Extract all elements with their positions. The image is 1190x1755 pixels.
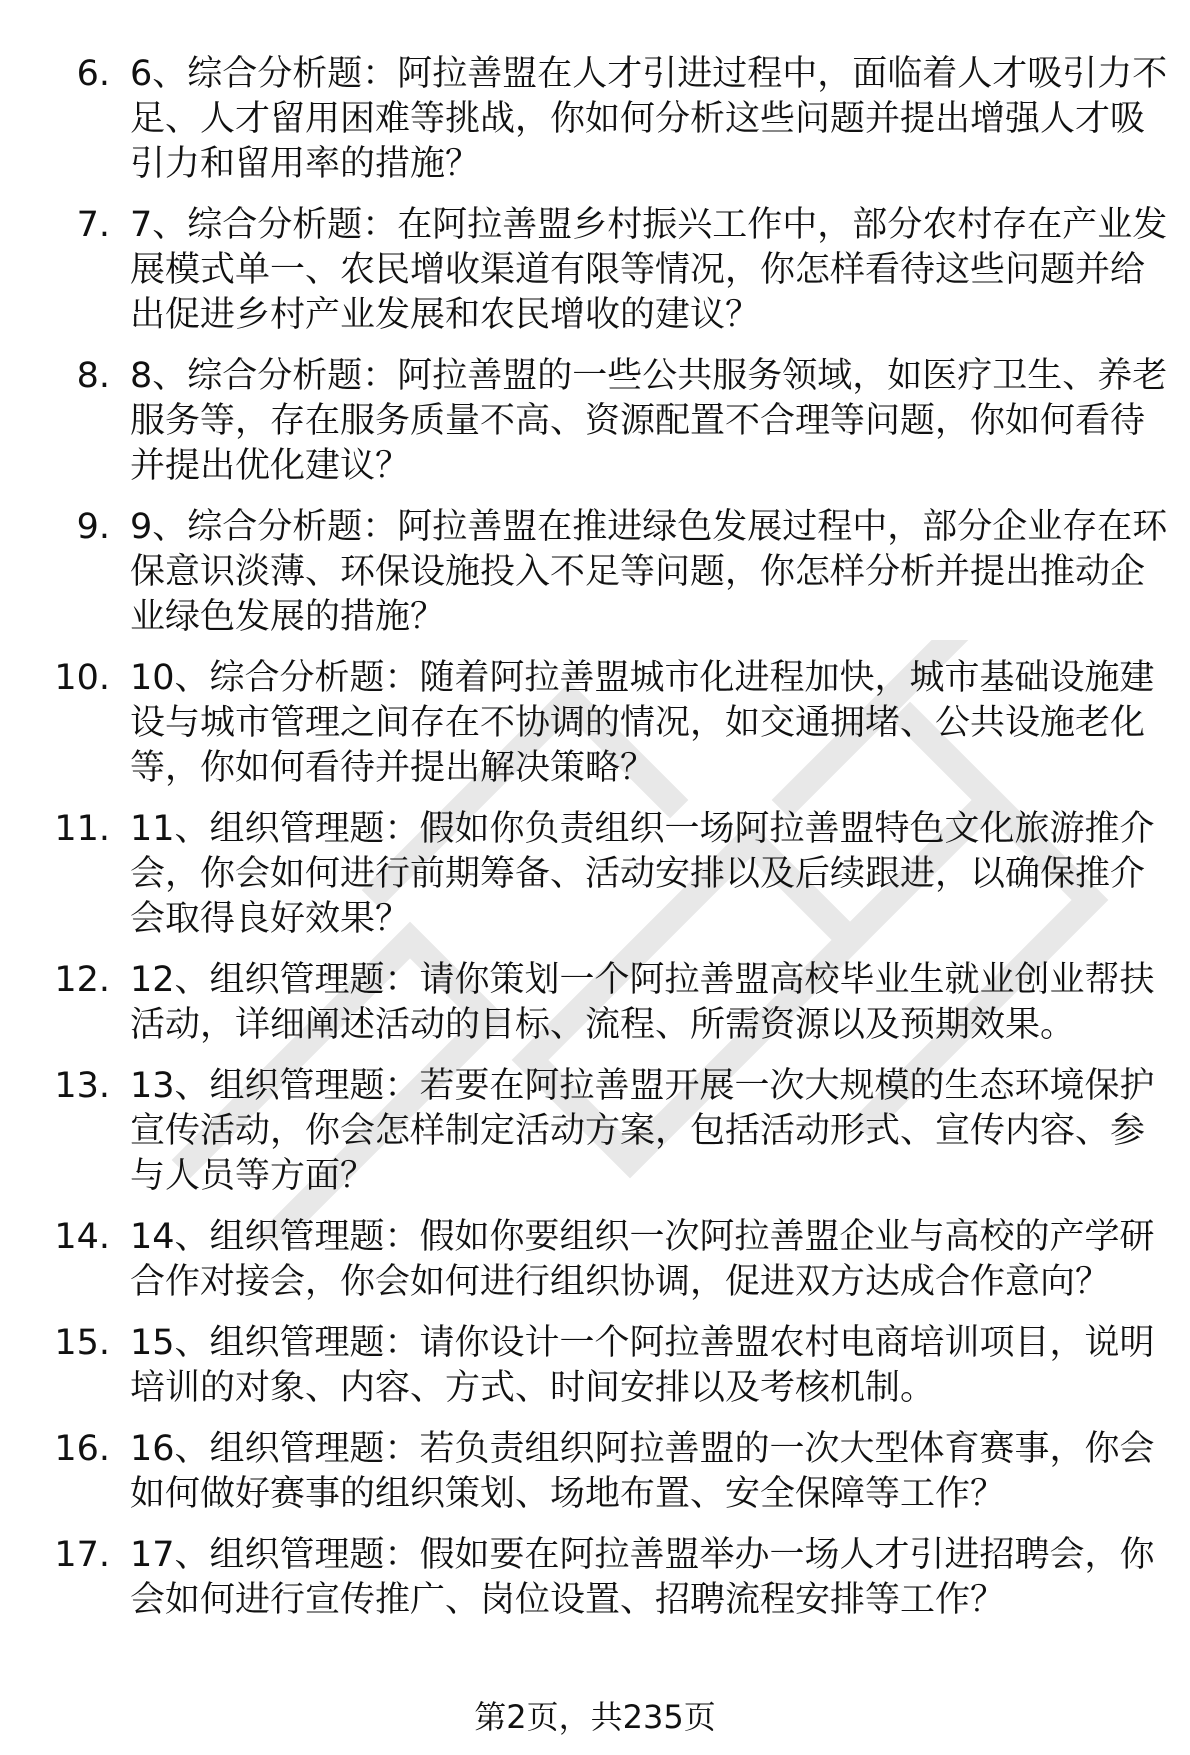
question-number: 13. [54,1066,110,1106]
list-item [0,1427,1190,1517]
question-number: 14. [54,1217,110,1257]
list-item [0,807,1190,942]
question-number: 8. [76,356,110,396]
list-item [0,203,1190,338]
question-text: 6、综合分析题：阿拉善盟在人才引进过程中，面临着人才吸引力不足、人才留用困难等挑战，你如何分析这些问题并提出增强人才吸引力和留用率的措施？ [130,54,1168,184]
question-list [0,52,1190,1639]
question-text: 8、综合分析题：阿拉善盟的一些公共服务领域，如医疗卫生、养老服务等，存在服务质量不高、资源配置不合理等问题，你如何看待并提出优化建议？ [130,356,1168,486]
list-item [0,656,1190,791]
question-text: 17、组织管理题：假如要在阿拉善盟举办一场人才引进招聘会，你会如何进行宣传推广、岗位设置、招聘流程安排等工作？ [130,1535,1155,1620]
question-number: 7. [76,205,110,245]
list-item [0,1064,1190,1199]
list-item [0,1533,1190,1623]
question-text: 11、组织管理题：假如你负责组织一场阿拉善盟特色文化旅游推介会，你会如何进行前期筹备、活动安排以及后续跟进，以确保推介会取得良好效果？ [130,809,1155,939]
question-text: 16、组织管理题：若负责组织阿拉善盟的一次大型体育赛事，你会如何做好赛事的组织策划、场地布置、安全保障等工作？ [130,1429,1155,1514]
page-footer [0,1697,1190,1737]
question-number: 10. [54,658,110,698]
question-number: 9. [76,507,110,547]
list-item [0,958,1190,1048]
question-text: 10、综合分析题：随着阿拉善盟城市化进程加快，城市基础设施建设与城市管理之间存在不协调的情况，如交通拥堵、公共设施老化等，你如何看待并提出解决策略？ [130,658,1155,788]
list-item [0,354,1190,489]
question-number: 12. [54,960,110,1000]
question-number: 6. [76,54,110,94]
question-text: 13、组织管理题：若要在阿拉善盟开展一次大规模的生态环境保护宣传活动，你会怎样制定活动方案，包括活动形式、宣传内容、参与人员等方面？ [130,1066,1155,1196]
list-item [0,505,1190,640]
question-number: 15. [54,1323,110,1363]
list-item [0,1215,1190,1305]
list-item [0,52,1190,187]
page-number-label: 第2页，共235页 [474,1698,716,1736]
question-text: 14、组织管理题：假如你要组织一次阿拉善盟企业与高校的产学研合作对接会，你会如何进行组织协调，促进双方达成合作意向？ [130,1217,1155,1302]
question-text: 9、综合分析题：阿拉善盟在推进绿色发展过程中，部分企业存在环保意识淡薄、环保设施投入不足等问题，你怎样分析并提出推动企业绿色发展的措施？ [130,507,1168,637]
question-number: 16. [54,1429,110,1469]
question-text: 12、组织管理题：请你策划一个阿拉善盟高校毕业生就业创业帮扶活动，详细阐述活动的目标、流程、所需资源以及预期效果。 [130,960,1155,1045]
question-text: 15、组织管理题：请你设计一个阿拉善盟农村电商培训项目，说明培训的对象、内容、方式、时间安排以及考核机制。 [130,1323,1155,1408]
question-text: 7、综合分析题：在阿拉善盟乡村振兴工作中，部分农村存在产业发展模式单一、农民增收渠道有限等情况，你怎样看待这些问题并给出促进乡村产业发展和农民增收的建议？ [130,205,1168,335]
question-number: 11. [54,809,110,849]
question-number: 17. [54,1535,110,1575]
list-item [0,1321,1190,1411]
